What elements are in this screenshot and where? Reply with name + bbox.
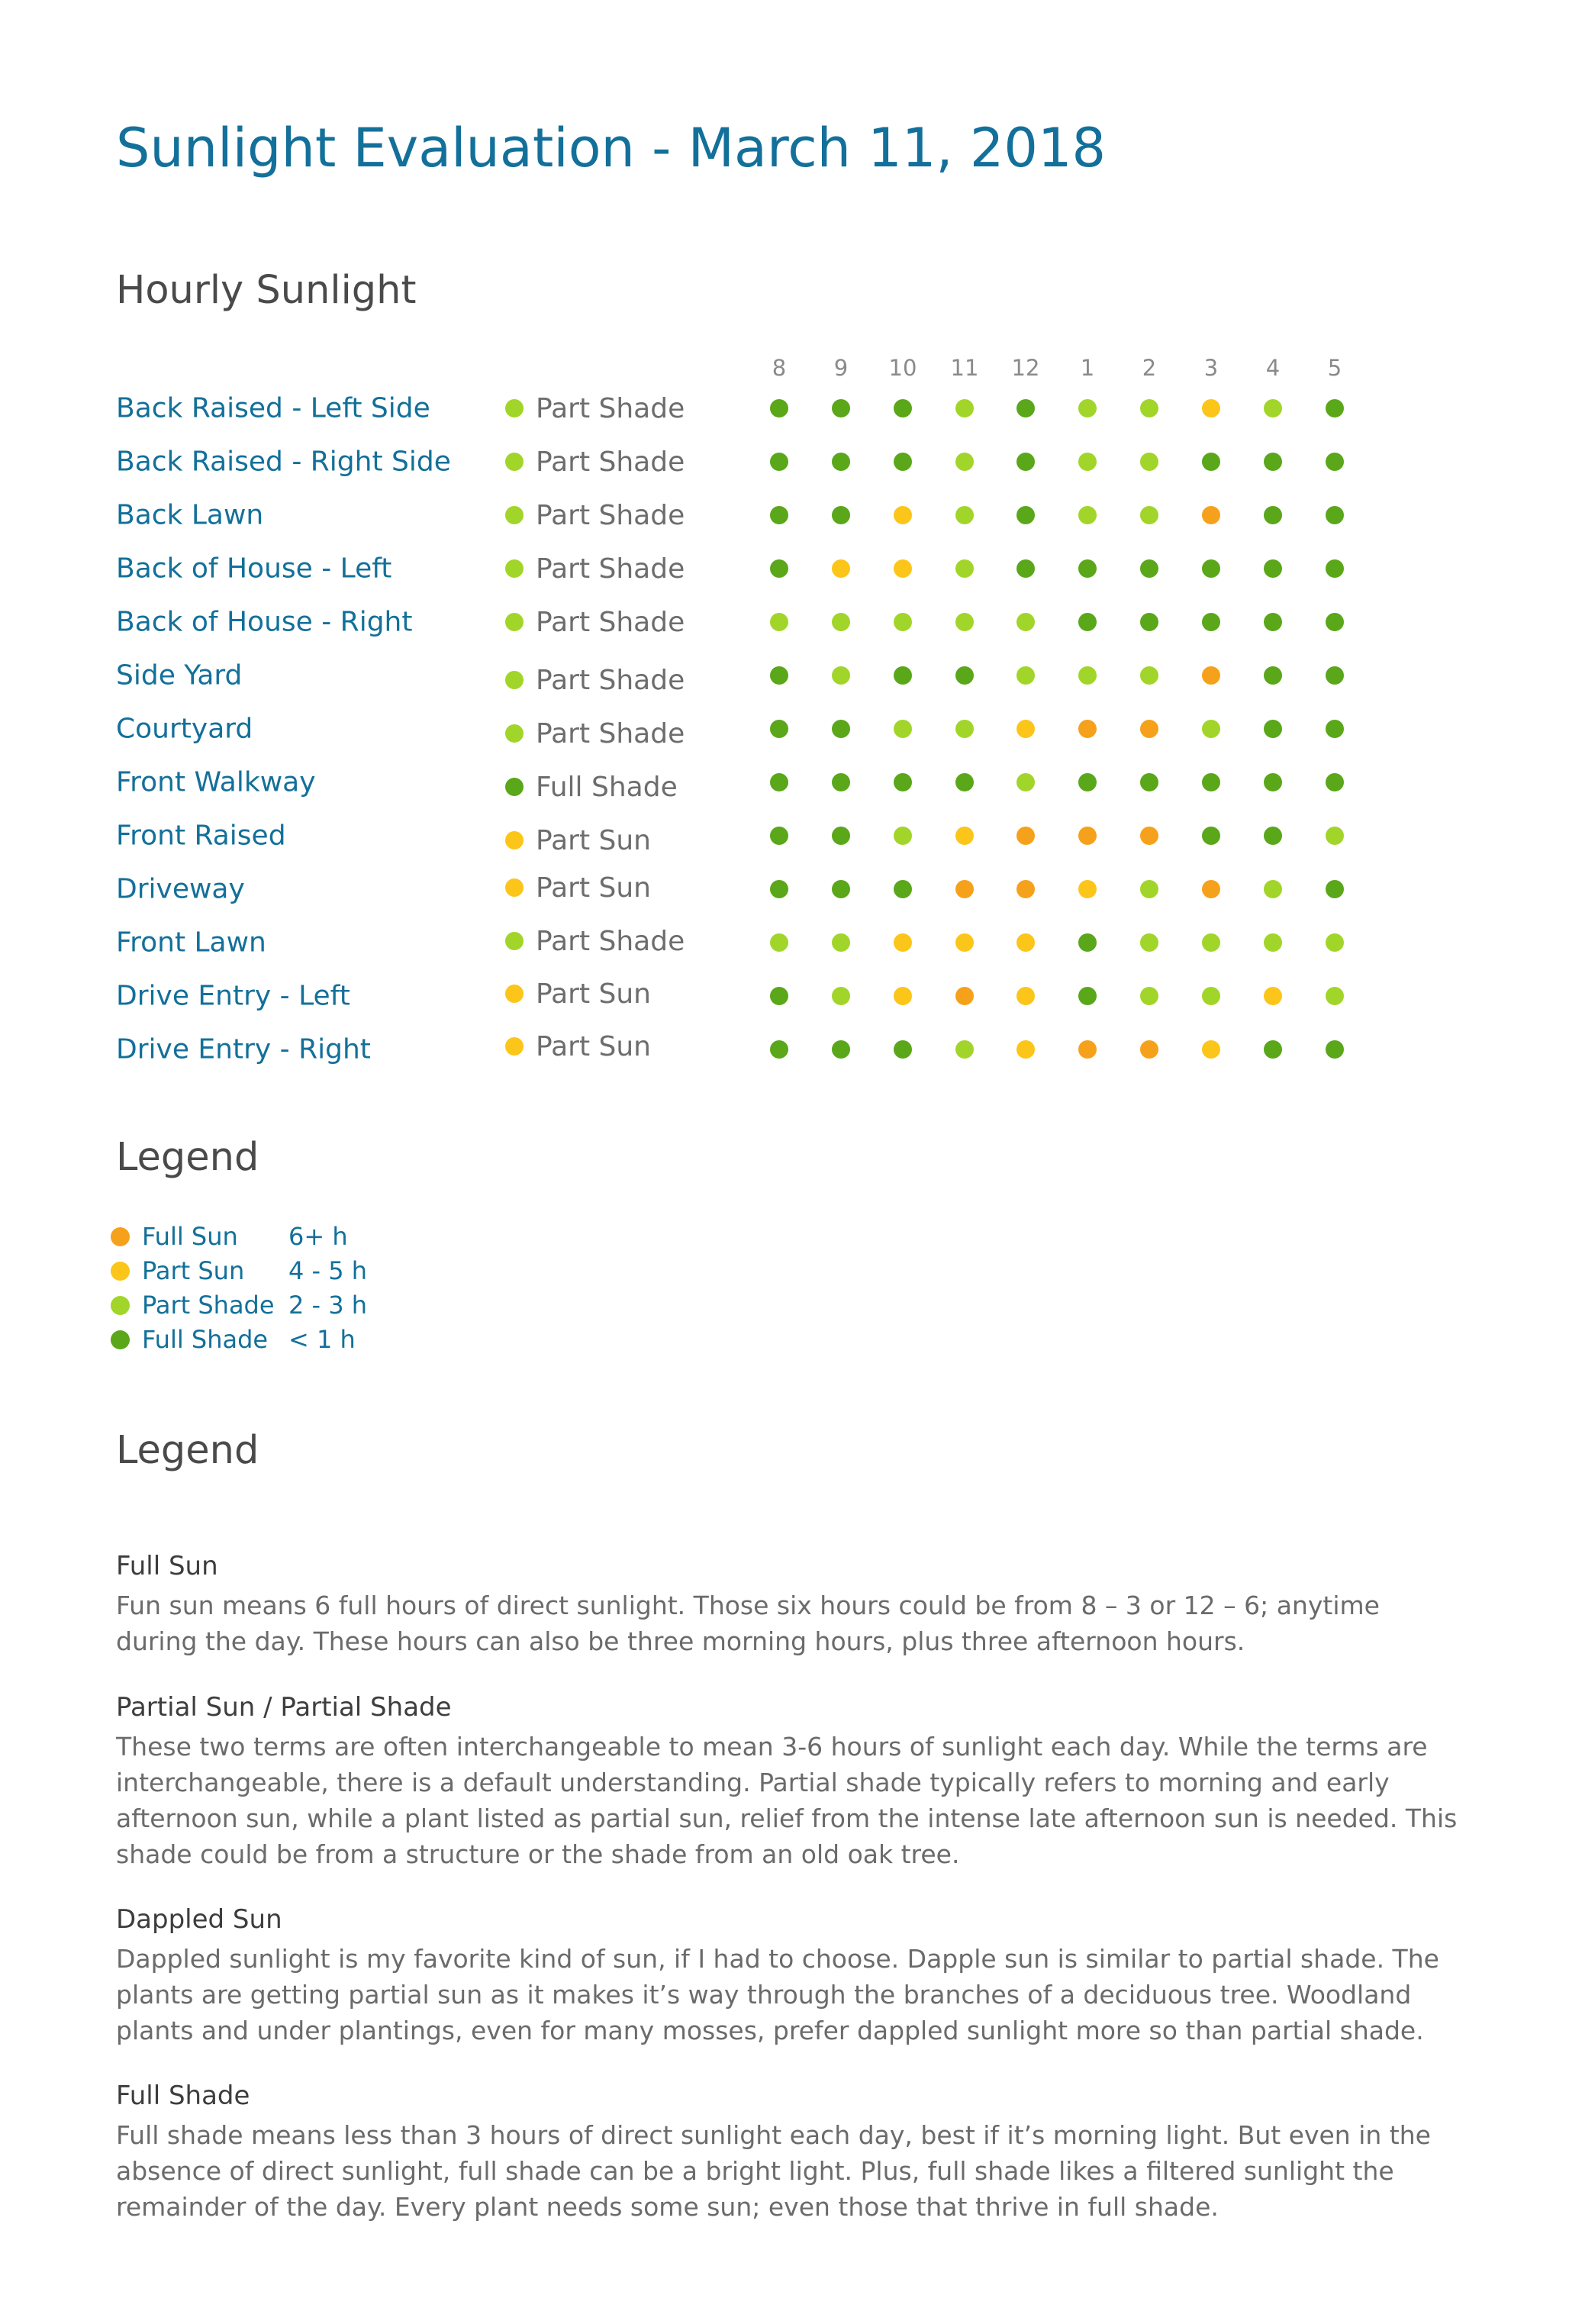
hour-dot-full-shade (1326, 666, 1344, 685)
hour-dot-full-shade (1264, 1040, 1282, 1059)
hour-dot-part-sun (1016, 1040, 1035, 1059)
legend-hours: < 1 h (288, 1325, 356, 1354)
overall-rating-label: Part Shade (536, 553, 685, 585)
hour-dot-part-shade (955, 720, 974, 738)
overall-rating-label: Part Shade (536, 717, 685, 749)
hour-dot-part-shade (1326, 987, 1344, 1005)
hour-dot-full-sun (1140, 1040, 1158, 1059)
hour-dot-part-shade (832, 613, 850, 631)
hour-dot-part-sun (832, 559, 850, 578)
hour-dot-full-shade (1326, 399, 1344, 417)
hour-dot-full-shade (770, 827, 788, 845)
overall-rating (505, 607, 685, 637)
hour-dot-part-sun (1016, 987, 1035, 1005)
hour-dot-part-shade (770, 613, 788, 631)
overall-rating-dot (505, 613, 524, 631)
legend-item-full-shade (111, 1324, 356, 1355)
overall-rating-dot (505, 1037, 524, 1056)
hour-dot-part-sun (894, 933, 912, 952)
hour-dot-part-shade (770, 933, 788, 952)
hour-dot-part-shade (1202, 720, 1220, 738)
definition-text: Full shade means less than 3 hours of direct sunlight each day, best if it’s morning light. But even in the absence of direct sunlight, full shade can be a bright light. Plus, full shade likes a filtered sunlight the remainder of the day. Every plant needs some sun; even those that thrive in full shade. (116, 2120, 1431, 2222)
hour-dot-full-shade (1202, 827, 1220, 845)
definition-title: Dappled Sun (116, 1904, 282, 1935)
hour-header-4: 4 (1265, 355, 1281, 381)
overall-rating (505, 772, 678, 802)
overall-rating (505, 665, 685, 695)
hour-dot-part-shade (955, 613, 974, 631)
legend-item-part-sun (111, 1255, 367, 1286)
hour-dot-full-shade (770, 666, 788, 685)
hour-dot-full-shade (1078, 773, 1097, 791)
hour-dot-part-sun (1078, 880, 1097, 898)
hour-dot-full-shade (1202, 453, 1220, 471)
hour-dot-full-shade (832, 827, 850, 845)
hour-dot-part-sun (955, 827, 974, 845)
overall-rating-dot (505, 778, 524, 796)
hour-dot-full-shade (832, 720, 850, 738)
hour-dot-full-shade (770, 559, 788, 578)
hour-dot-full-sun (1202, 880, 1220, 898)
hour-dot-full-shade (770, 720, 788, 738)
legend-label: Part Sun (142, 1256, 245, 1285)
hour-dot-part-sun (894, 559, 912, 578)
hour-dot-part-shade (894, 827, 912, 845)
hour-dot-part-sun (955, 933, 974, 952)
legend-hours: 4 - 5 h (288, 1256, 368, 1285)
hour-dot-full-shade (1264, 559, 1282, 578)
hour-dot-full-shade (770, 987, 788, 1005)
hour-dot-part-shade (1078, 506, 1097, 524)
hour-dot-full-sun (1202, 506, 1220, 524)
hour-dot-full-shade (770, 399, 788, 417)
hour-dot-full-shade (1140, 613, 1158, 631)
hour-dot-part-sun (1016, 720, 1035, 738)
hour-header-3: 3 (1203, 355, 1219, 381)
legend-heading: Legend (116, 1135, 259, 1180)
hour-dot-full-shade (1326, 1040, 1344, 1059)
overall-rating-dot (505, 831, 524, 849)
hour-dot-part-shade (1202, 933, 1220, 952)
hour-header-9: 9 (833, 355, 849, 381)
hour-dot-full-shade (1016, 399, 1035, 417)
legend-label: Full Sun (142, 1222, 238, 1251)
hour-dot-full-sun (1140, 827, 1158, 845)
location-name: Side Yard (116, 659, 243, 691)
hour-dot-full-shade (1140, 773, 1158, 791)
hour-dot-full-shade (1202, 773, 1220, 791)
hour-dot-full-shade (1016, 453, 1035, 471)
overall-rating (505, 500, 685, 530)
hour-dot-full-shade (1264, 827, 1282, 845)
definition-dappled-sun (116, 1903, 1459, 2048)
hour-dot-part-shade (1016, 666, 1035, 685)
hour-dot-full-sun (955, 987, 974, 1005)
hour-dot-full-shade (770, 880, 788, 898)
overall-rating (505, 393, 685, 424)
overall-rating-dot (505, 985, 524, 1003)
overall-rating-label: Part Shade (536, 392, 685, 424)
overall-rating-dot (505, 724, 524, 743)
hour-dot-part-shade (1202, 987, 1220, 1005)
overall-rating-dot (505, 932, 524, 950)
hour-dot-full-shade (1078, 559, 1097, 578)
hour-dot-full-shade (1202, 613, 1220, 631)
overall-rating-dot (505, 671, 524, 689)
hour-dot-full-shade (1078, 933, 1097, 952)
hour-dot-part-shade (1078, 399, 1097, 417)
location-name: Back Raised - Right Side (116, 446, 451, 478)
hour-dot-full-shade (894, 773, 912, 791)
legend-hours: 2 - 3 h (288, 1291, 368, 1320)
hour-dot-part-sun (1016, 933, 1035, 952)
hour-dot-full-shade (1264, 720, 1282, 738)
hour-dot-full-shade (1326, 720, 1344, 738)
overall-rating-dot (505, 506, 524, 524)
definition-title: Full Sun (116, 1551, 218, 1581)
hour-dot-full-shade (1326, 559, 1344, 578)
overall-rating-label: Part Shade (536, 925, 685, 957)
hour-dot-full-shade (1264, 773, 1282, 791)
hour-dot-part-shade (955, 1040, 974, 1059)
hour-dot-full-shade (1264, 613, 1282, 631)
hour-dot-part-shade (955, 559, 974, 578)
hour-dot-part-shade (1016, 613, 1035, 631)
hour-dot-full-shade (1326, 773, 1344, 791)
overall-rating-label: Part Shade (536, 664, 685, 696)
overall-rating (505, 1031, 651, 1062)
definitions-heading: Legend (116, 1428, 259, 1473)
hour-dot-full-shade (1016, 559, 1035, 578)
definition-text: These two terms are often interchangeable to mean 3-6 hours of sunlight each day. While the terms are interchangeable, there is a default understanding. Partial shade typically refers to morning and early afternoon sun, while a plant listed as partial sun, relief from the intense late afternoon sun is needed. This shade could be from a structure or the shade from an old oak tree. (116, 1732, 1458, 1870)
legend-item-part-shade (111, 1290, 367, 1320)
overall-rating-label: Full Shade (536, 771, 678, 803)
hour-dot-full-sun (1016, 827, 1035, 845)
location-name: Front Walkway (116, 766, 316, 798)
hour-dot-part-shade (955, 399, 974, 417)
legend-label: Full Shade (142, 1325, 269, 1354)
definition-text: Dappled sunlight is my favorite kind of sun, if I had to choose. Dapple sun is similar to partial shade. The plants are getting partial sun as it makes it’s way through the branches of a deciduous tree. Woodland plants and under plantings, even for many mosses, prefer dappled sunlight more so than partial shade. (116, 1944, 1439, 2046)
legend-dot (111, 1296, 130, 1315)
hour-dot-part-shade (1140, 987, 1158, 1005)
hour-dot-part-shade (832, 933, 850, 952)
hour-dot-full-shade (832, 880, 850, 898)
hour-dot-part-shade (894, 613, 912, 631)
overall-rating (505, 718, 685, 749)
location-name: Back Lawn (116, 499, 264, 531)
location-name: Back of House - Right (116, 606, 413, 638)
hour-dot-full-shade (1078, 613, 1097, 631)
location-name: Drive Entry - Left (116, 980, 350, 1012)
hour-dot-part-shade (832, 666, 850, 685)
hour-header-12: 12 (1011, 355, 1040, 381)
hour-dot-part-shade (1264, 399, 1282, 417)
hour-dot-full-shade (832, 453, 850, 471)
hour-dot-full-shade (894, 399, 912, 417)
hour-dot-full-shade (770, 1040, 788, 1059)
definition-title: Full Shade (116, 2081, 250, 2111)
hour-dot-full-shade (1326, 506, 1344, 524)
overall-rating-label: Part Shade (536, 606, 685, 638)
hour-dot-full-shade (770, 506, 788, 524)
location-name: Back Raised - Left Side (116, 392, 430, 424)
hour-dot-full-shade (894, 1040, 912, 1059)
hour-dot-part-shade (1140, 933, 1158, 952)
hour-dot-full-shade (770, 453, 788, 471)
hour-dot-full-shade (1202, 559, 1220, 578)
definition-full-sun (116, 1549, 1459, 1659)
hour-dot-full-shade (894, 453, 912, 471)
hour-dot-part-shade (1140, 506, 1158, 524)
hour-dot-part-shade (1326, 827, 1344, 845)
hour-dot-part-shade (1140, 666, 1158, 685)
hour-header-2: 2 (1142, 355, 1157, 381)
hourly-sunlight-heading: Hourly Sunlight (116, 268, 417, 313)
overall-rating-label: Part Sun (536, 872, 651, 904)
hour-dot-part-shade (1016, 773, 1035, 791)
hour-dot-full-shade (1326, 880, 1344, 898)
hour-header-5: 5 (1327, 355, 1342, 381)
hour-dot-part-shade (1140, 399, 1158, 417)
overall-rating (505, 825, 651, 856)
overall-rating-label: Part Shade (536, 446, 685, 478)
hour-header-8: 8 (772, 355, 787, 381)
hour-header-11: 11 (950, 355, 979, 381)
hour-dot-full-shade (832, 399, 850, 417)
overall-rating (505, 553, 685, 584)
hour-dot-full-shade (894, 666, 912, 685)
legend-hours: 6+ h (288, 1222, 348, 1251)
overall-rating (505, 446, 685, 477)
hour-dot-full-shade (832, 1040, 850, 1059)
legend-dot (111, 1227, 130, 1246)
overall-rating (505, 872, 651, 903)
location-name: Driveway (116, 873, 245, 905)
definition-full-shade (116, 2079, 1459, 2225)
location-name: Front Raised (116, 820, 286, 852)
hour-dot-full-sun (1078, 720, 1097, 738)
location-name: Back of House - Left (116, 553, 392, 585)
hour-dot-full-sun (1016, 880, 1035, 898)
overall-rating-label: Part Sun (536, 1030, 651, 1062)
location-name: Courtyard (116, 713, 253, 745)
hour-dot-full-shade (1264, 506, 1282, 524)
overall-rating-dot (505, 878, 524, 897)
definition-title: Partial Sun / Partial Shade (116, 1692, 452, 1723)
hour-dot-part-shade (1078, 453, 1097, 471)
hour-dot-part-shade (1264, 933, 1282, 952)
hour-dot-part-shade (1140, 880, 1158, 898)
hour-dot-full-sun (1140, 720, 1158, 738)
hour-dot-full-sun (1078, 827, 1097, 845)
overall-rating-dot (505, 453, 524, 471)
overall-rating-label: Part Shade (536, 499, 685, 531)
hour-dot-part-shade (894, 720, 912, 738)
hour-dot-part-shade (1326, 933, 1344, 952)
hour-dot-full-shade (1326, 453, 1344, 471)
hour-dot-full-shade (1326, 613, 1344, 631)
hour-dot-full-shade (770, 773, 788, 791)
hour-header-10: 10 (888, 355, 917, 381)
overall-rating-dot (505, 559, 524, 578)
hour-dot-full-shade (955, 773, 974, 791)
hour-dot-part-sun (894, 506, 912, 524)
definition-text: Fun sun means 6 full hours of direct sunlight. Those six hours could be from 8 – 3 or 12 – 6; anytime during the day. These hours can also be three morning hours, plus three afternoon hours. (116, 1591, 1380, 1657)
hour-dot-part-shade (955, 506, 974, 524)
legend-label: Part Shade (142, 1291, 275, 1320)
hour-dot-part-sun (1202, 399, 1220, 417)
hour-dot-full-shade (1264, 666, 1282, 685)
location-name: Front Lawn (116, 927, 266, 959)
overall-rating-label: Part Sun (536, 978, 651, 1010)
hour-dot-full-shade (832, 773, 850, 791)
page-title: Sunlight Evaluation - March 11, 2018 (116, 117, 1107, 179)
overall-rating-label: Part Sun (536, 824, 651, 856)
hour-dot-full-shade (1016, 506, 1035, 524)
hour-dot-full-sun (1078, 1040, 1097, 1059)
hour-dot-full-sun (955, 880, 974, 898)
hour-header-1: 1 (1080, 355, 1095, 381)
hour-dot-part-shade (1078, 666, 1097, 685)
hour-dot-part-sun (894, 987, 912, 1005)
hour-dot-part-sun (1264, 987, 1282, 1005)
hour-dot-part-shade (832, 987, 850, 1005)
overall-rating (505, 926, 685, 956)
hour-dot-full-shade (894, 880, 912, 898)
legend-dot (111, 1262, 130, 1281)
hour-dot-part-shade (1264, 880, 1282, 898)
hour-dot-full-shade (1078, 987, 1097, 1005)
overall-rating-dot (505, 399, 524, 417)
definition-partial-sun-partial-shade (116, 1691, 1459, 1872)
legend-dot (111, 1330, 130, 1349)
hour-dot-full-shade (1140, 559, 1158, 578)
hour-dot-part-shade (1140, 453, 1158, 471)
location-name: Drive Entry - Right (116, 1033, 371, 1065)
hour-dot-full-sun (1202, 666, 1220, 685)
legend-item-full-sun (111, 1221, 348, 1252)
hour-dot-full-shade (955, 666, 974, 685)
hour-dot-full-shade (1264, 453, 1282, 471)
hour-dot-full-shade (832, 506, 850, 524)
overall-rating (505, 978, 651, 1009)
hour-dot-part-shade (955, 453, 974, 471)
hour-dot-part-sun (1202, 1040, 1220, 1059)
